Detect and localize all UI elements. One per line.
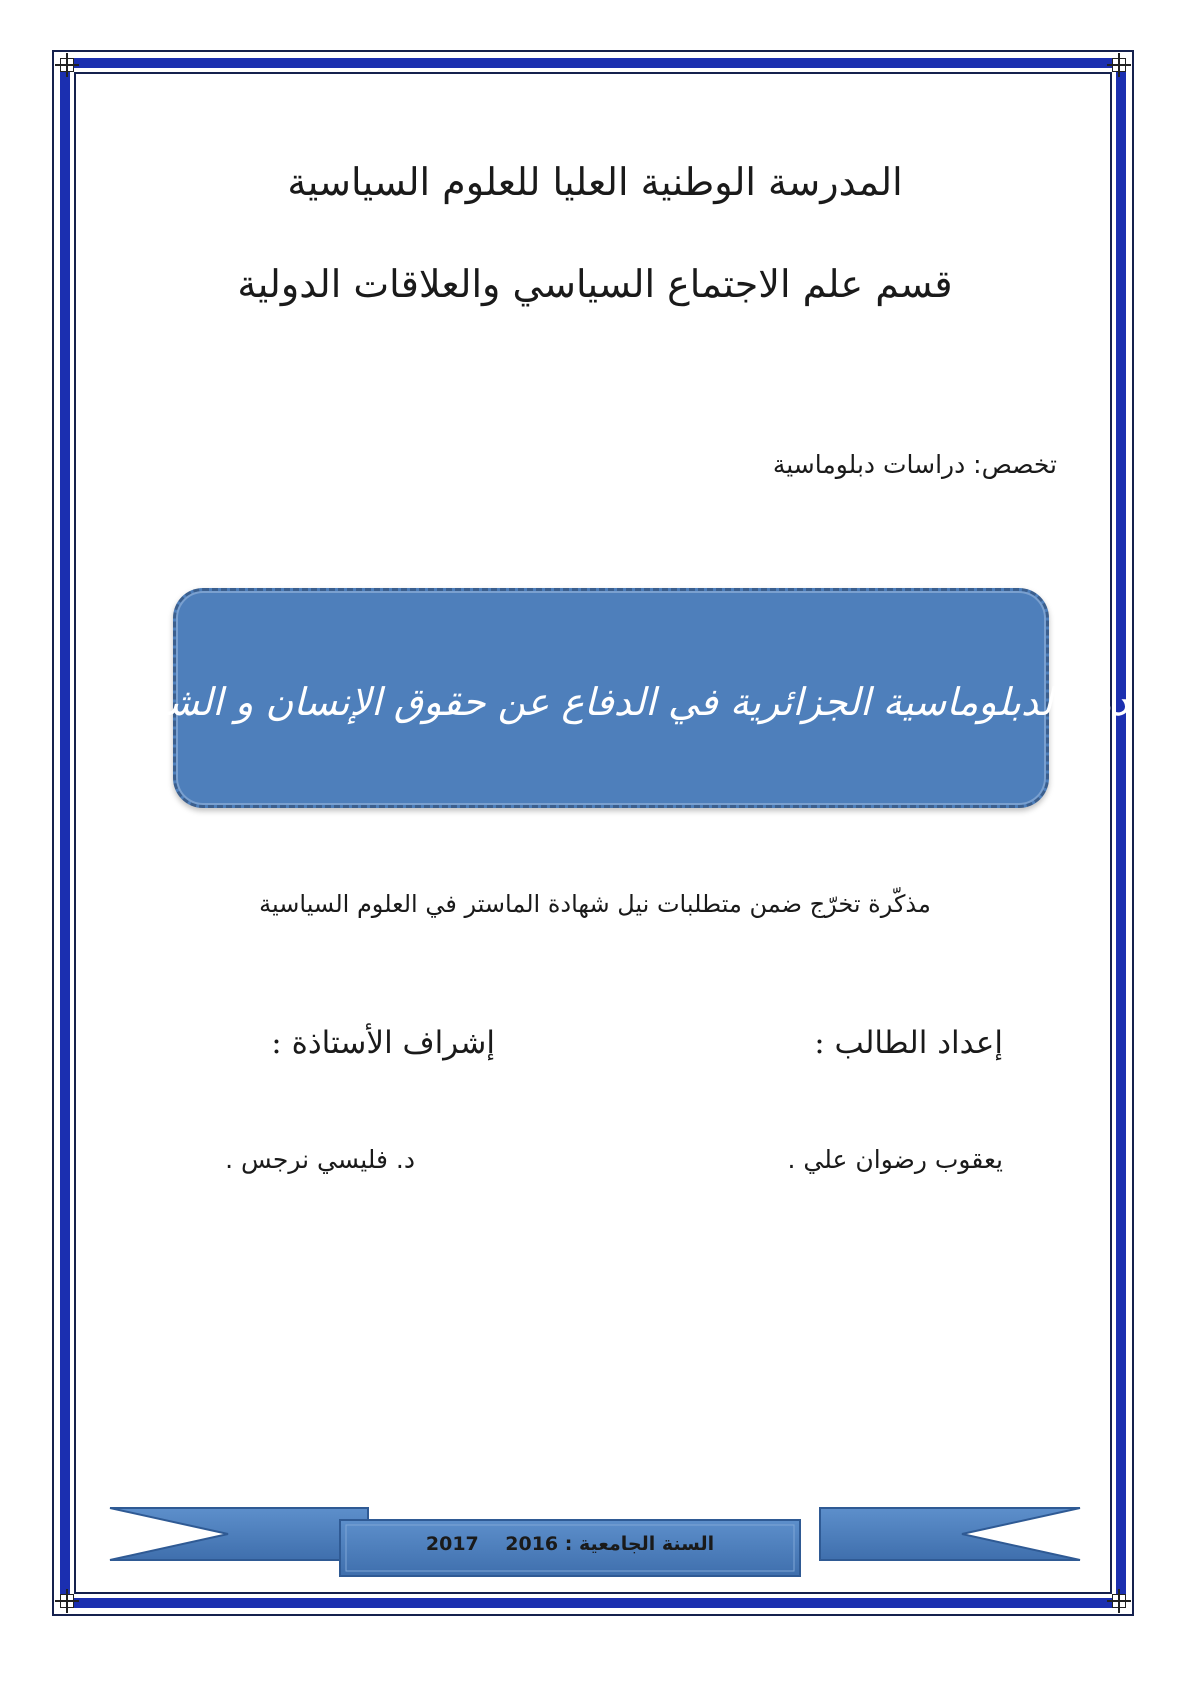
student-label: إعداد الطالب : [814, 1025, 1003, 1061]
specialization: تخصص: دراسات دبلوماسية [772, 450, 1057, 479]
thesis-title: دور الدبلوماسية الجزائرية في الدفاع عن حقوق الإنسان و الشعوب [93, 680, 1129, 724]
memo-statement: مذكّرة تخرّج ضمن متطلبات نيل شهادة الماستر في العلوم السياسية [259, 890, 931, 918]
student-name: يعقوب رضوان علي . [787, 1145, 1003, 1174]
department-name: قسم علم الاجتماع السياسي والعلاقات الدولية [237, 262, 953, 306]
supervisor-name: د. فليسي نرجس . [225, 1145, 415, 1174]
academic-year-end: 2017 [425, 1533, 479, 1555]
supervisor-label: إشراف الأستاذة : [271, 1025, 495, 1061]
ribbon-tail-left [110, 1508, 368, 1560]
academic-year [340, 1533, 800, 1555]
ribbon-tail-right [820, 1508, 1080, 1560]
academic-year-start: 2016 [505, 1533, 559, 1555]
school-name: المدرسة الوطنية العليا للعلوم السياسية [287, 160, 903, 204]
academic-year-label: السنة الجامعية : [564, 1533, 715, 1555]
